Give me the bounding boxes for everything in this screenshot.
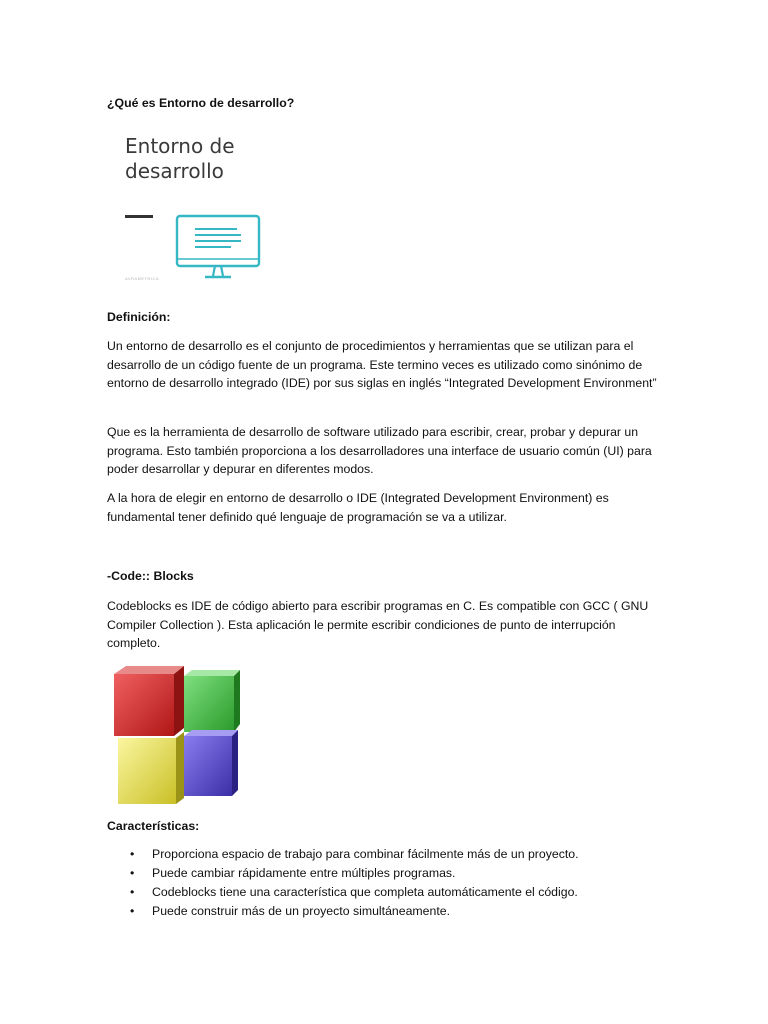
list-item <box>107 902 667 921</box>
banner-title: Entorno de desarrollo <box>125 134 235 183</box>
definition-heading: Definición: <box>107 310 171 324</box>
paragraph-choice: A la hora de elegir en entorno de desarrollo o IDE (Integrated Development Environment) es fundamental tener definido qué lenguaje de programación se va a utilizar. <box>107 491 609 524</box>
monitor-icon <box>175 214 261 282</box>
features-heading: Características: <box>107 819 200 833</box>
banner-small-text: AVRAMETRICA <box>125 276 160 281</box>
bullet-icon: • <box>130 885 135 899</box>
list-item-text: Proporciona espacio de trabajo para combinar fácilmente más de un proyecto. <box>152 847 579 861</box>
paragraph-codeblocks: Codeblocks es IDE de código abierto para escribir programas en C. Es compatible con GCC ( GNU Compiler Collection ). Esta aplicación le permite escribir condiciones de punto de interrupción completo. <box>107 599 649 651</box>
bullet-icon: • <box>130 866 135 880</box>
features-list <box>107 845 667 921</box>
list-item <box>107 864 667 883</box>
paragraph-tool: Que es la herramienta de desarrollo de software utilizado para escribir, crear, probar y depurar un programa. Esto también proporciona a los desarrolladores una interface de usuario común (UI) para poder desarrollar y depurar en diferentes modos. <box>107 425 652 477</box>
banner-dash <box>125 215 153 218</box>
list-item-text: Puede cambiar rápidamente entre múltiples programas. <box>152 866 456 880</box>
list-item-text: Puede construir más de un proyecto simultáneamente. <box>152 904 451 918</box>
bullet-icon: • <box>130 904 135 918</box>
codeblocks-cube-icon <box>106 664 244 806</box>
list-item <box>107 883 667 902</box>
page-heading: ¿Qué es Entorno de desarrollo? <box>107 96 295 110</box>
bullet-icon: • <box>130 847 135 861</box>
entorno-banner <box>112 128 282 286</box>
list-item-text: Codeblocks tiene una característica que completa automáticamente el código. <box>152 885 578 899</box>
paragraph-definition: Un entorno de desarrollo es el conjunto de procedimientos y herramientas que se utilizan para el desarrollo de un código fuente de un programa. Este termino veces es utilizado como sinónimo de entorno de desarrollo integrado (IDE) por sus siglas en inglés “Integrated Development Environment” <box>107 339 657 391</box>
list-item <box>107 845 667 864</box>
codeblocks-heading: -Code:: Blocks <box>107 569 194 583</box>
